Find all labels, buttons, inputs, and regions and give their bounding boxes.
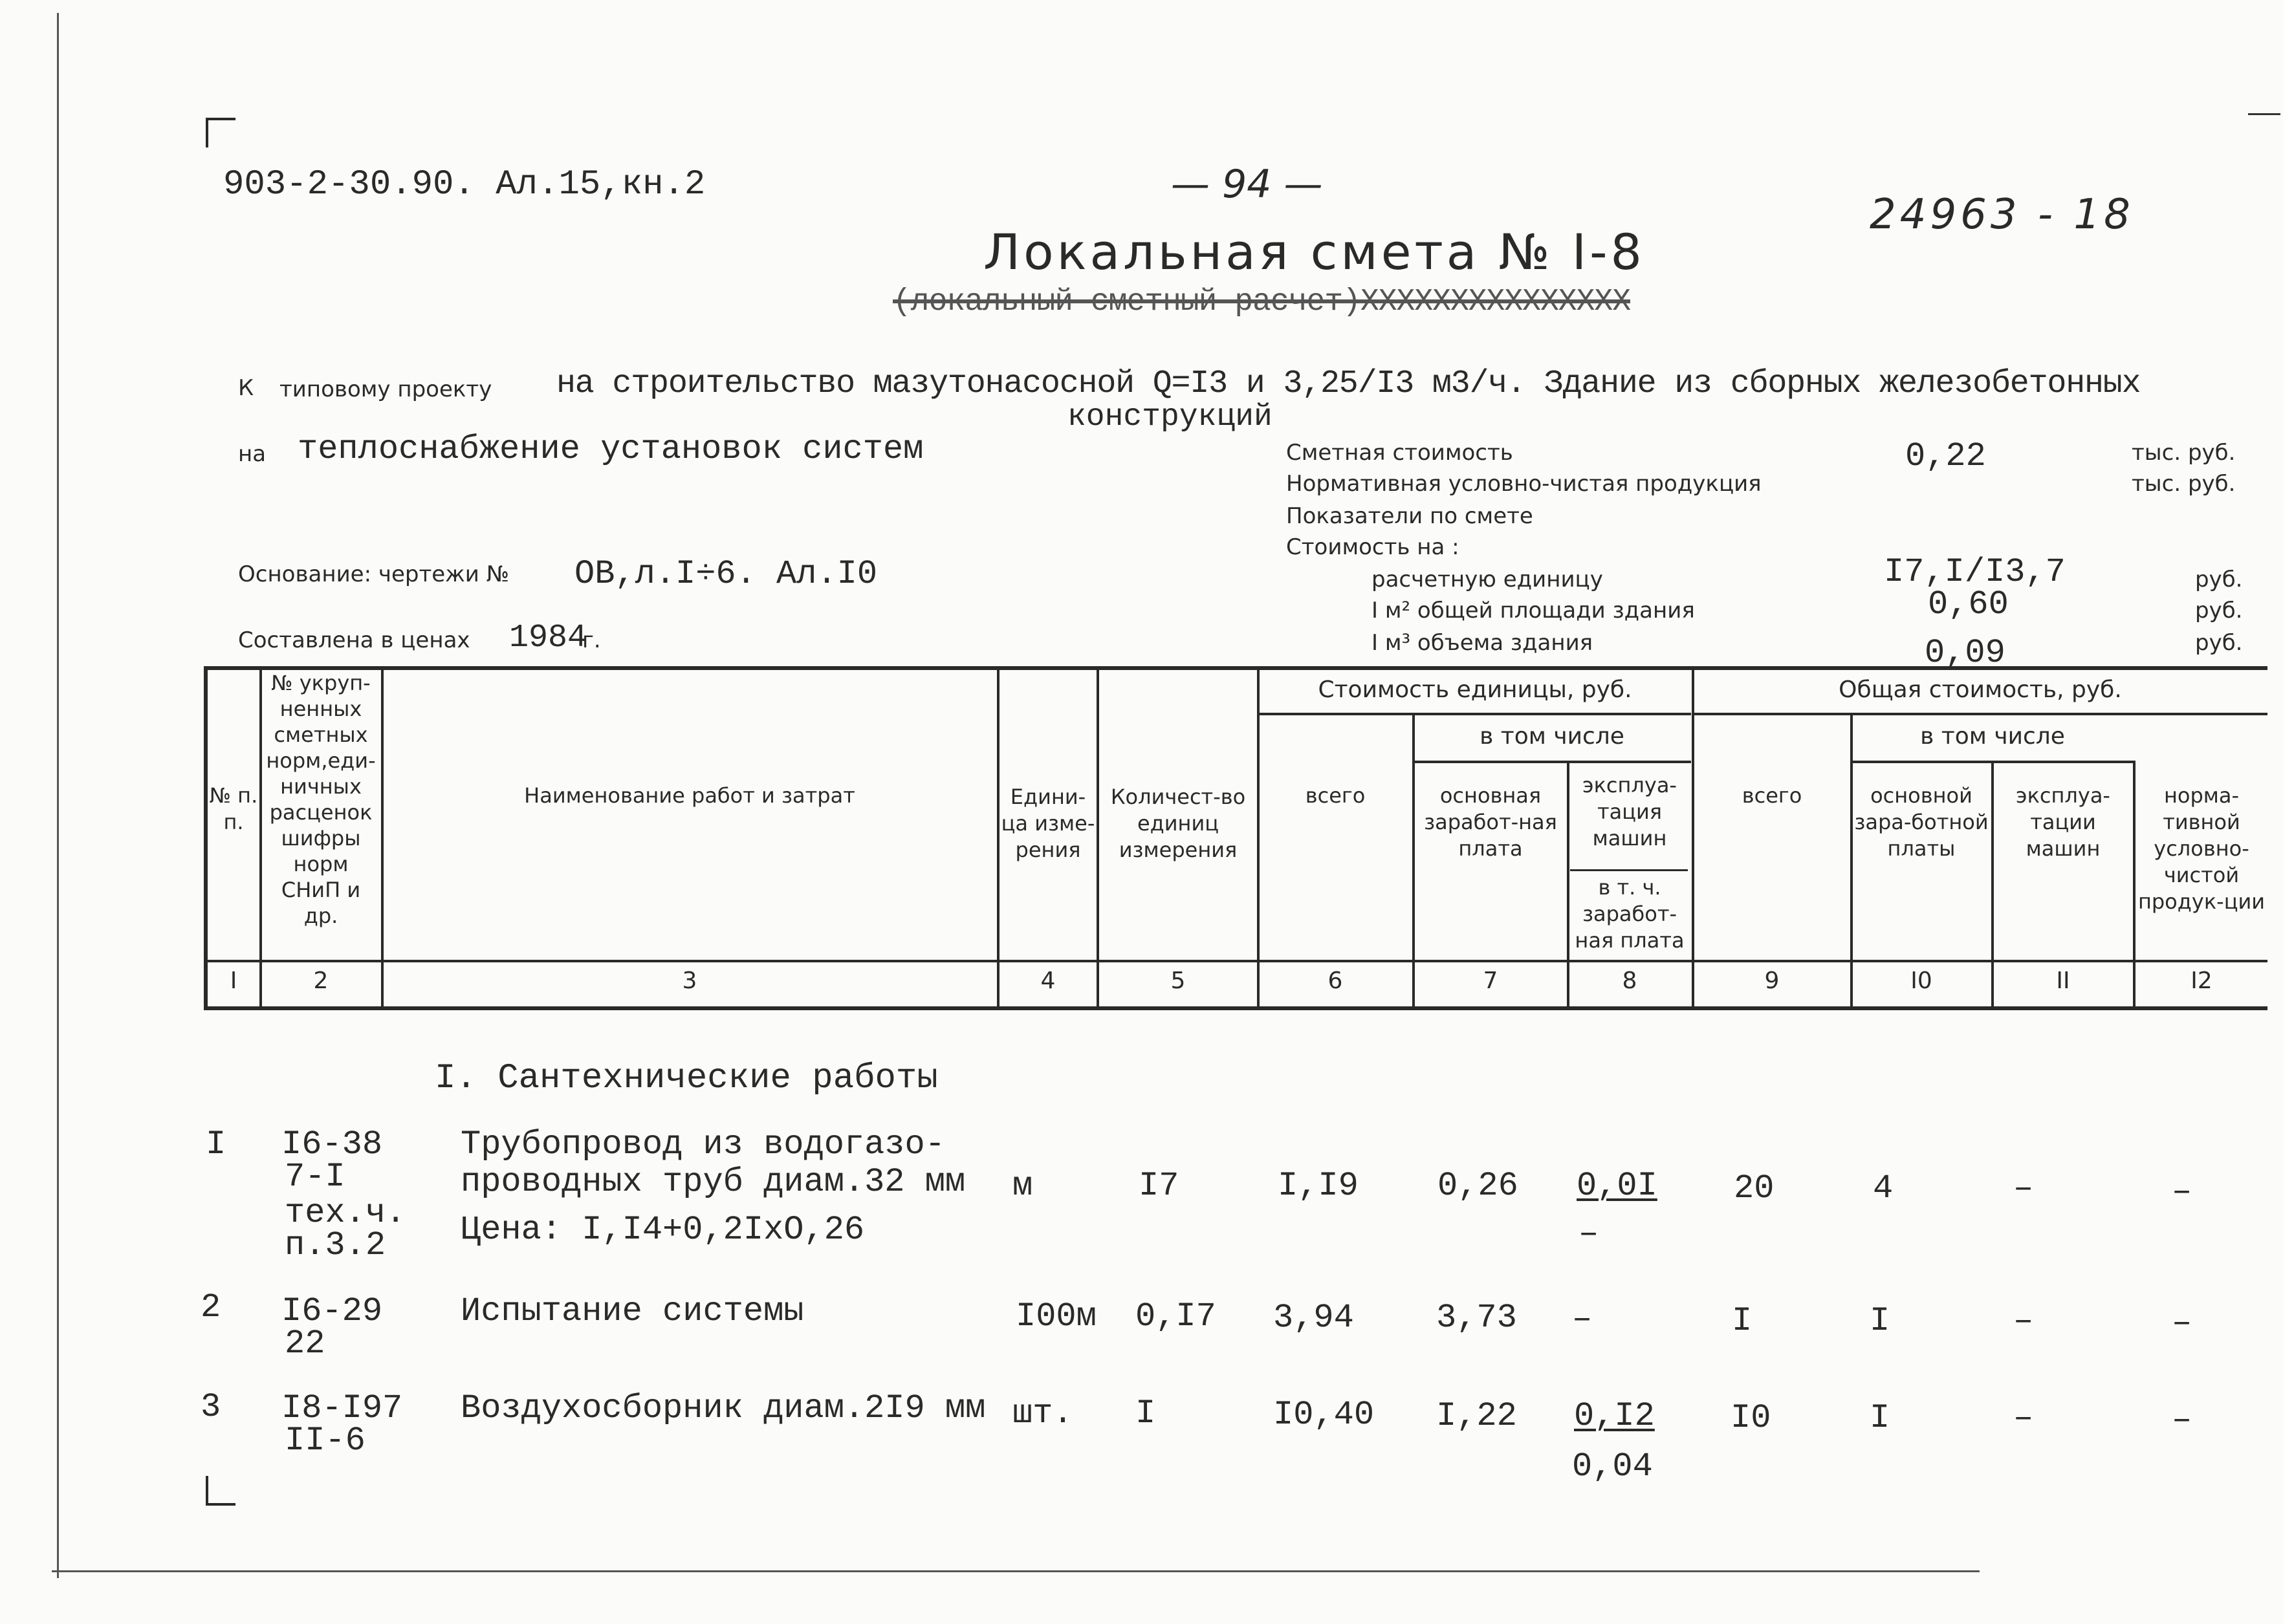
project-text-line1: на строительство мазутонасосной Q=I3 и 3,25/I3 м3/ч. Здание из сборных железобетонных (556, 365, 2141, 402)
header-unit-machines: эксплуа-тация машин (1582, 773, 1677, 850)
header-unit-total: всего (1305, 783, 1366, 808)
header-total: всего (1742, 783, 1802, 808)
header-work-name: Наименование работ и затрат (524, 783, 855, 808)
row-1-code-2: 7-I (285, 1158, 345, 1196)
column-number-3: 3 (682, 968, 697, 994)
page-number: — 94 — (1171, 162, 1323, 207)
to-label: К (238, 375, 254, 401)
per-volume-unit: руб. (2195, 630, 2243, 656)
row-3-unit-machine-wage: 0,04 (1572, 1447, 1653, 1486)
per-area-unit: руб. (2195, 598, 2243, 623)
per-unit-label: расчетную единицу (1371, 567, 1603, 592)
group-rule-total (1692, 713, 2267, 715)
row-2-unit-total: 3,94 (1273, 1299, 1354, 1337)
cost-per-label: Стоимость на : (1286, 534, 1459, 560)
row-2-total: I (1732, 1302, 1753, 1340)
document-title: Локальная смета № I-8 (983, 223, 1645, 281)
row-1-name-1: Трубопровод из водогазо- (461, 1125, 945, 1164)
prices-label: Составлена в ценах (238, 627, 470, 653)
row-3-unit-wage: I,22 (1436, 1397, 1517, 1435)
header-unit-machine-wage: в т. ч. заработ-ная плата (1575, 875, 1685, 953)
row-2-number: 2 (201, 1288, 221, 1326)
col-rule-4 (1097, 666, 1099, 1009)
corner-mark-top-left (206, 118, 235, 147)
col-rule-10 (1991, 761, 1994, 1009)
header-total-machines: эксплуа-тации машин (2016, 783, 2110, 861)
row-3-total: I0 (1731, 1399, 1771, 1437)
row-1-total: 20 (1734, 1169, 1775, 1207)
row-1-price-note: Цена: I,I4+0,2IxO,26 (461, 1211, 865, 1249)
bottom-margin-line (52, 1570, 1980, 1572)
column-number-1: I (230, 968, 237, 994)
per-area-label: I м² общей площади здания (1371, 598, 1695, 623)
col-rule-3 (997, 666, 999, 1009)
col-rule-8 (1692, 666, 1694, 1009)
document-code: 903-2-30.90. Ал.15,кн.2 (223, 165, 706, 204)
row-1-total-machines: – (2013, 1169, 2034, 1207)
on-label: на (238, 441, 267, 467)
row-3-quantity: I (1135, 1394, 1156, 1433)
header-row-number: № п. п. (209, 783, 258, 834)
estimate-subject: теплоснабжение установок систем (298, 430, 924, 468)
row-1-unit-machine-wage: – (1578, 1215, 1599, 1253)
row-3-total-machines: – (2013, 1399, 2034, 1437)
row-3-code-2: II-6 (285, 1422, 366, 1460)
estimated-cost-unit: тыс. руб. (2132, 440, 2236, 466)
machine-wage-rule (1570, 869, 1688, 871)
header-unit-wage: основная заработ-ная плата (1424, 783, 1557, 861)
col-rule-7 (1567, 761, 1569, 1009)
row-3-unit-total: I0,40 (1273, 1396, 1375, 1434)
row-1-code-3: тех.ч. (285, 1194, 406, 1232)
row-2-unit-machines: – (1572, 1300, 1593, 1338)
row-1-unit: м (1012, 1167, 1033, 1205)
col-rule-0 (204, 666, 208, 1009)
row-1-quantity: I7 (1139, 1167, 1179, 1205)
column-number-8: 8 (1622, 968, 1637, 994)
left-margin-line (57, 13, 59, 1578)
group-rule-unit (1257, 713, 1691, 715)
per-area-value: 0,60 (1928, 585, 2009, 623)
column-number-rule (204, 960, 2267, 962)
row-3-number: 3 (201, 1388, 221, 1426)
basis-label: Основание: чертежи № (238, 561, 510, 587)
estimate-table-header (204, 666, 2267, 1009)
row-1-unit-wage: 0,26 (1437, 1167, 1518, 1205)
per-unit-value: I7,I/I3,7 (1884, 553, 2066, 591)
col-rule-1 (259, 666, 262, 1009)
table-bottom-rule (204, 1006, 2267, 1010)
col-rule-9 (1850, 713, 1853, 1009)
header-norm-code: № укруп-ненных сметных норм,еди-ничных расценок шифры норм СНиП и др. (266, 671, 376, 928)
indicators-label: Показатели по смете (1286, 503, 1533, 529)
net-product-unit: тыс. руб. (2132, 471, 2236, 497)
per-volume-value: 0,09 (1925, 634, 2005, 672)
project-text-line2: конструкций (1067, 400, 1273, 435)
prices-year: 1984 (509, 620, 587, 656)
row-2-quantity: 0,I7 (1135, 1297, 1216, 1336)
struck-subtitle: (локальный сметный расчет)XXXXXXXXXXXXXXX (893, 285, 1630, 319)
column-number-4: 4 (1040, 968, 1056, 994)
header-quantity: Количест-во единиц измерения (1110, 785, 1246, 862)
row-1-code-4: п.3.2 (285, 1226, 386, 1264)
row-2-unit-wage: 3,73 (1436, 1299, 1517, 1337)
column-number-10: I0 (1910, 968, 1932, 994)
col-rule-5 (1257, 666, 1260, 1009)
table-top-rule (204, 666, 2267, 670)
typical-project-label: типовому проекту (279, 376, 492, 402)
estimated-cost-label: Сметная стоимость (1286, 440, 1513, 466)
row-2-total-machines: – (2013, 1302, 2034, 1340)
row-1-net-product: – (2172, 1173, 2192, 1211)
header-total-cost-group: Общая стоимость, руб. (1839, 677, 2122, 703)
row-3-total-wage: I (1870, 1399, 1890, 1437)
column-number-5: 5 (1170, 968, 1186, 994)
row-1-name-2: проводных труб диам.32 мм (461, 1163, 966, 1201)
estimated-cost-value: 0,22 (1905, 437, 1986, 475)
column-number-6: 6 (1327, 968, 1343, 994)
header-unit: Едини-ца изме-рения (1001, 785, 1095, 862)
row-2-total-wage: I (1870, 1302, 1890, 1340)
row-1-total-wage: 4 (1873, 1169, 1894, 1207)
row-3-net-product: – (2172, 1401, 2192, 1439)
row-3-unit: шт. (1012, 1394, 1073, 1433)
header-unit-incl: в том числе (1480, 723, 1624, 750)
corner-mark-bottom-left (206, 1476, 235, 1506)
row-1-unit-machines: 0,0I (1577, 1167, 1657, 1205)
net-product-label: Нормативная условно-чистая продукция (1286, 471, 1762, 497)
per-unit-unit: руб. (2195, 567, 2243, 592)
column-number-11: II (2056, 968, 2070, 994)
row-3-name: Воздухосборник диам.2I9 мм (461, 1389, 986, 1427)
corner-mark-top-right (2248, 113, 2280, 115)
row-2-unit: I00м (1016, 1297, 1097, 1336)
header-unit-cost-group: Стоимость единицы, руб. (1318, 677, 1632, 703)
column-number-12: I2 (2190, 968, 2212, 994)
per-volume-label: I м³ объема здания (1371, 630, 1593, 656)
row-2-code-1: I6-29 (281, 1292, 383, 1330)
header-net-product: норма-тивной условно-чистой продук-ции (2137, 783, 2266, 914)
row-1-code-1: I6-38 (281, 1125, 383, 1164)
column-number-2: 2 (313, 968, 329, 994)
row-2-net-product: – (2172, 1304, 2192, 1342)
column-number-7: 7 (1483, 968, 1498, 994)
column-number-9: 9 (1764, 968, 1780, 994)
col-rule-6 (1412, 713, 1415, 1009)
header-total-wage: основной зара-ботной платы (1854, 783, 1989, 861)
col-rule-2 (381, 666, 384, 1009)
row-1-unit-total: I,I9 (1278, 1167, 1359, 1205)
row-2-code-2: 22 (285, 1325, 325, 1363)
basis-drawings: ОВ,л.I÷6. Ал.I0 (574, 555, 878, 593)
header-total-incl: в том числе (1920, 723, 2065, 750)
row-3-unit-machines: 0,I2 (1574, 1397, 1655, 1435)
col-rule-11 (2133, 761, 2136, 1009)
row-2-name: Испытание системы (461, 1292, 804, 1330)
section-title: I. Сантехнические работы (435, 1059, 938, 1098)
row-1-number: I (206, 1125, 226, 1164)
incl-rule-unit (1412, 761, 1691, 763)
prices-suffix: г. (582, 627, 601, 653)
row-3-code-1: I8-I97 (281, 1389, 403, 1427)
registration-number: 24963 - 18 (1870, 191, 2134, 239)
